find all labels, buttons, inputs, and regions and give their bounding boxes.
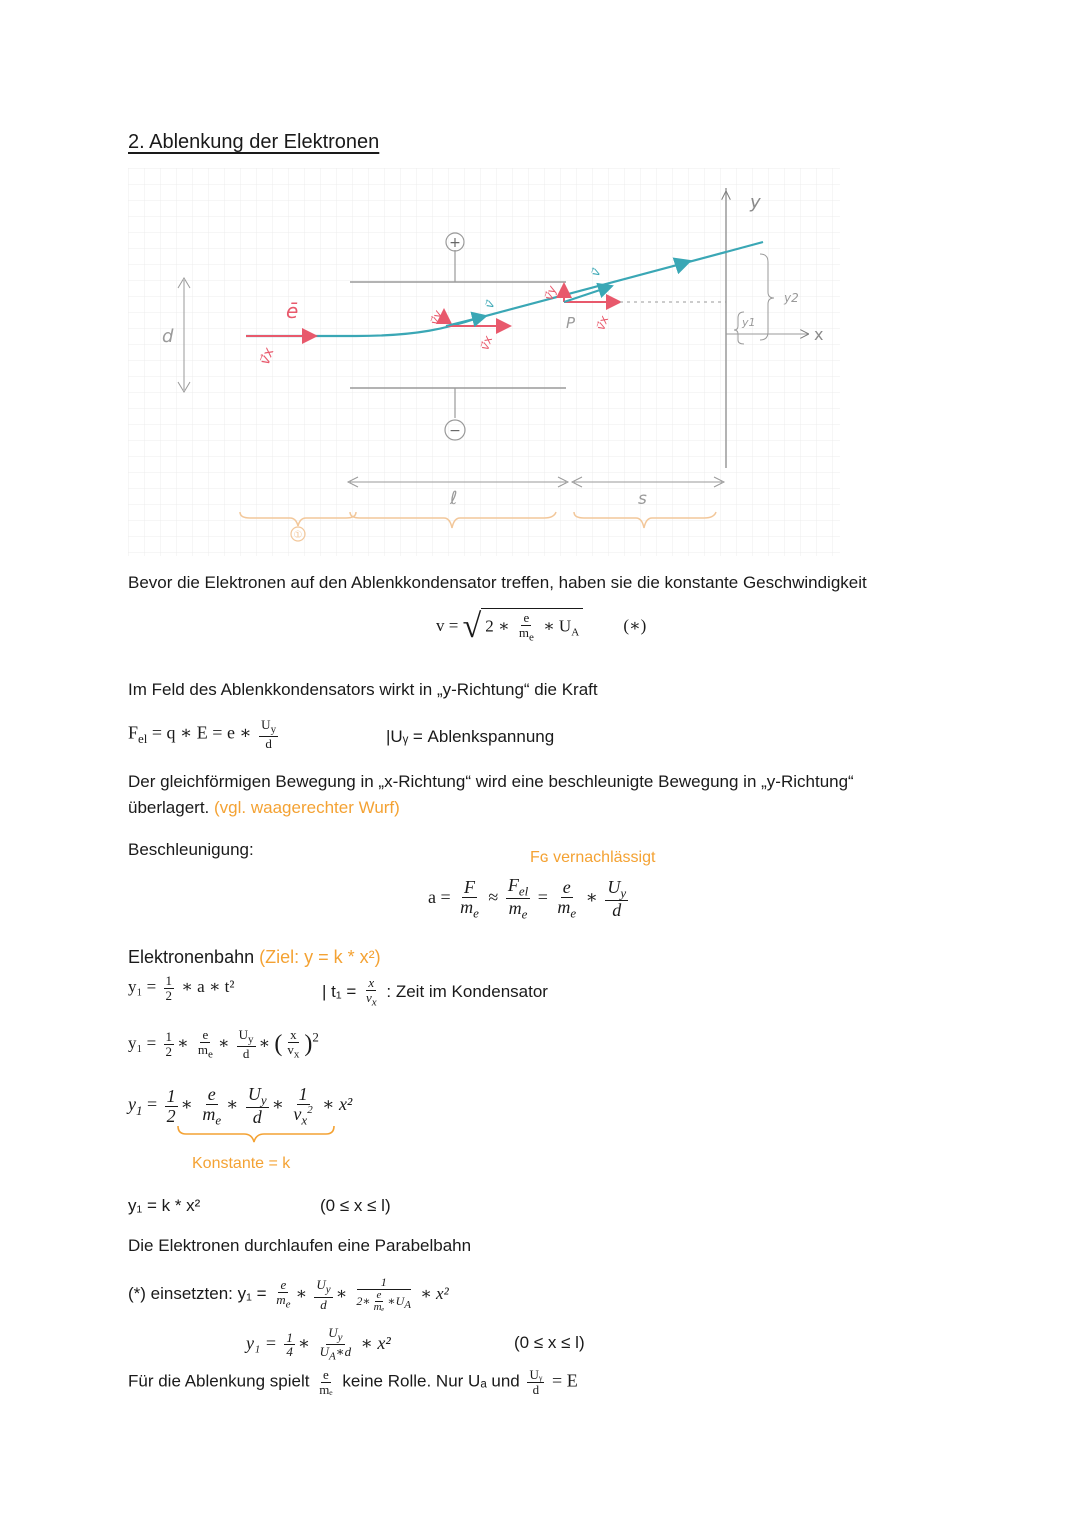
y1-label: y1 <box>742 316 756 329</box>
grid-background <box>128 168 840 556</box>
minus-sign: − <box>449 423 461 439</box>
equation-y-k: y₁ = k * x² <box>128 1196 201 1215</box>
vx-mid-label: v⃗x <box>477 333 496 353</box>
intro-text: Bevor die Elektronen auf den Ablenkkondensator treffen, haben sie die konstante Geschwindigkeit <box>128 573 867 592</box>
equation-force: $F_{el} = q$ ∗ E = e ∗ $\frac{U_y}{d}$ <box>128 717 277 752</box>
equation-y-substituted: y₁ = $\frac{1}{2}$ ∗ $\frac{e}{m_e}$ ∗ $\frac{U_y}{d}$ ∗ ( $\frac{x}{v_x}$ )$^2$ <box>128 1027 319 1062</box>
parabola-text: Die Elektronen durchlaufen eine Parabelbahn <box>128 1236 472 1255</box>
deflection-diagram <box>128 168 840 556</box>
section-title: 2. Ablenkung der Elektronen <box>128 131 380 153</box>
point-p-label: P <box>566 314 576 332</box>
vx-in-label: v⃗x <box>256 345 278 367</box>
motion-text-line-2: überlagert. (vgl. waagerechter Wurf) <box>128 798 400 817</box>
y2-label: y2 <box>784 291 799 305</box>
d-label: d <box>162 326 174 347</box>
motion-text-line-1: Der gleichförmigen Bewegung in „x-Richtung“ wird eine beschleunigte Bewegung in „y-Richtung“ <box>128 772 854 791</box>
equation-y-sorted: $y_1$ = $\frac{1}{2}$ ∗ $\frac{e}{m_e}$ ∗ $\frac{U_y}{d}$ ∗ $\frac{1}{v_x^2}$ ∗ x² <box>128 1084 353 1128</box>
plus-sign: + <box>449 235 461 251</box>
acceleration-label: Beschleunigung: <box>128 840 254 859</box>
equation-final: y₁ = $\frac{1}{4}$ ∗ $\frac{U_y}{U_A∗d}$ ∗ x² <box>246 1325 391 1363</box>
conclusion-text: Für die Ablenkung spielt $\frac{e}{\text{mₑ}}$ keine Rolle. Nur Uₐ und $\frac{\text{Uᵧ}}{d}$ = E <box>128 1367 578 1397</box>
vx2-label: v⃗x <box>593 313 612 333</box>
time-in-capacitor-note: | t₁ = $\frac{x}{v_x}$ : Zeit im Kondensator <box>322 975 548 1009</box>
path-goal: (Ziel: y = k * x²) <box>259 947 381 967</box>
vy2-label: v⃗y <box>541 283 560 303</box>
equation-acceleration: a = $\frac{F}{m_e}$ ≈ $\frac{F_{el}}{m_e}$ = $\frac{e}{m_e}$ ∗ $\frac{U_y}{d}$ <box>428 875 627 922</box>
equation-velocity: v = √ 2 ∗ $\frac{e}{m_e}$ ∗ $U_A$ (∗) <box>436 607 647 645</box>
equation-insert: (*) einsetzten: y₁ = $\frac{e}{m_e}$ ∗ $\frac{U_y}{d}$ ∗ 1 2∗ $\frac{e}{\text{mₑ}}$ $∗U_A$ ∗ x² <box>128 1275 449 1314</box>
gravity-neglected-note: Fɢ vernachlässigt <box>530 849 656 866</box>
vy1-label: v⃗y <box>427 308 446 327</box>
s-label: s <box>638 489 647 509</box>
konstante-brace <box>176 1124 336 1144</box>
electron-path-heading: Elektronenbahn (Ziel: y = k * x²) <box>128 947 381 967</box>
v2-label: v⃗ <box>588 266 604 279</box>
range-2: (0 ≤ x ≤ l) <box>514 1333 585 1352</box>
konstante-label: Konstante = k <box>192 1155 291 1172</box>
y-axis-label: y <box>750 192 761 213</box>
motion-reference: (vgl. waagerechter Wurf) <box>214 798 400 817</box>
l-label: ℓ <box>450 488 458 509</box>
force-intro-text: Im Feld des Ablenkkondensators wirkt in „y-Richtung“ die Kraft <box>128 680 598 699</box>
range-1: (0 ≤ x ≤ l) <box>320 1196 391 1215</box>
v1-label: v⃗ <box>482 298 498 311</box>
region-1-label: ① <box>293 530 303 541</box>
x-axis-label: x <box>814 325 824 344</box>
equation-y-time: y₁ = $\frac{1}{2}$ ∗ a ∗ t² <box>128 973 235 1003</box>
deflection-voltage-note: |Uᵧ = Ablenkspannung <box>386 727 555 746</box>
electron-label: ē <box>286 299 299 323</box>
